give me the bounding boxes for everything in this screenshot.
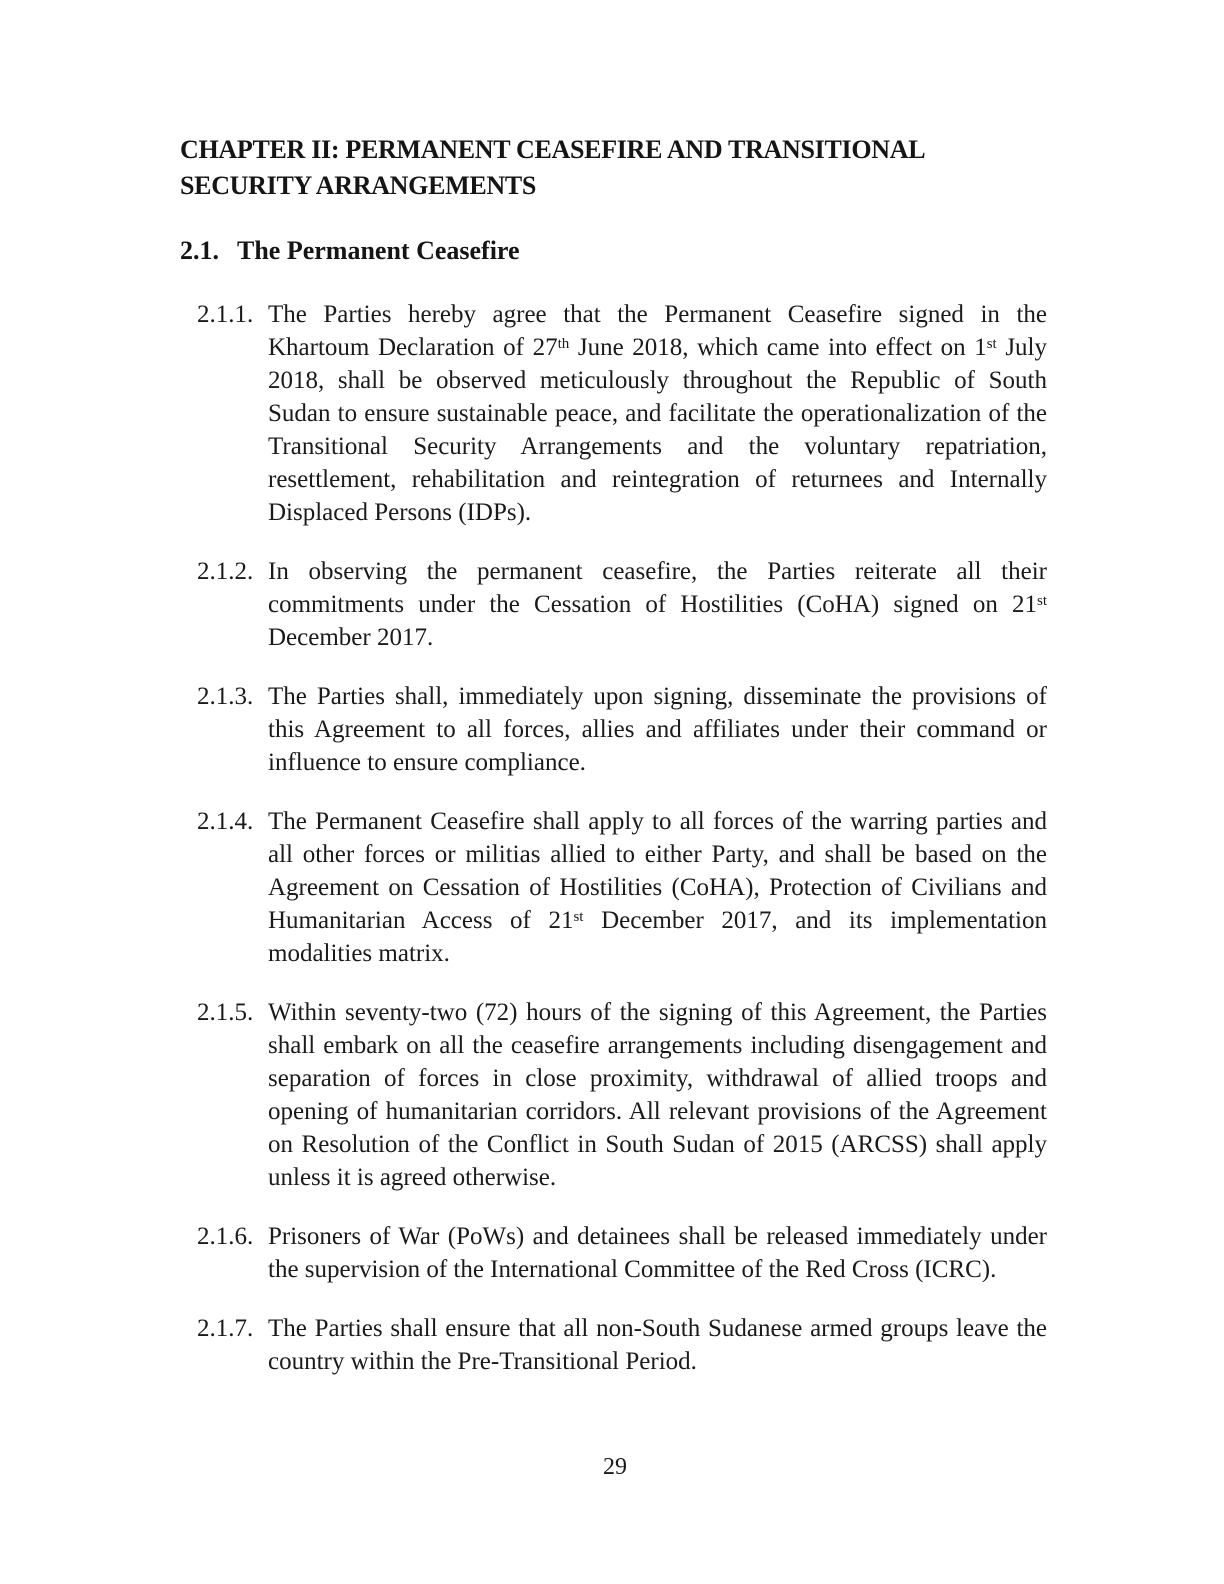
clause-text: In observing the permanent ceasefire, the Parties reiterate all their commitments under the Cessation of Hostilities (CoHA) signed on 21st December 2017. — [268, 558, 1047, 651]
clause-text: Within seventy-two (72) hours of the signing of this Agreement, the Parties shall embark on all the ceasefire arrangements including disengagement and separation of forces in close proximity, withdrawal of allied troops and opening of humanitarian corridors. All relevant provisions of the Agreement on Resolution of the Conflict in South Sudan of 2015 (ARCSS) shall apply unless it is agreed otherwise. — [268, 999, 1047, 1191]
clause-list — [180, 298, 1047, 1378]
clause-number: 2.1.4. — [197, 808, 254, 835]
section-title: The Permanent Ceasefire — [237, 236, 520, 265]
clause-number: 2.1.5. — [197, 999, 254, 1026]
clause-2-1-5 — [180, 996, 1047, 1194]
clause-number: 2.1.6. — [197, 1223, 254, 1250]
clause-2-1-4 — [180, 805, 1047, 970]
clause-2-1-1 — [180, 298, 1047, 529]
clause-number: 2.1.3. — [197, 683, 254, 710]
clause-2-1-3 — [180, 680, 1047, 779]
clause-text: The Permanent Ceasefire shall apply to all forces of the warring parties and all other forces or militias allied to either Party, and shall be based on the Agreement on Cessation of Hostilities (CoHA), Protection of Civilians and Humanitarian Access of 21st December 2017, and its implementation modalities matrix. — [268, 808, 1047, 967]
clause-number: 2.1.7. — [197, 1315, 254, 1342]
clause-2-1-7 — [180, 1312, 1047, 1378]
section-heading — [180, 234, 1047, 268]
clause-text: The Parties shall, immediately upon signing, disseminate the provisions of this Agreement to all forces, allies and affiliates under their command or influence to ensure compliance. — [268, 683, 1047, 776]
section-number: 2.1. — [180, 236, 219, 265]
clause-number: 2.1.1. — [197, 301, 254, 328]
clause-text: The Parties shall ensure that all non-South Sudanese armed groups leave the country within the Pre-Transitional Period. — [268, 1315, 1047, 1375]
chapter-title: CHAPTER II: PERMANENT CEASEFIRE AND TRANSITIONAL SECURITY ARRANGEMENTS — [180, 135, 924, 200]
clause-2-1-6 — [180, 1220, 1047, 1286]
clause-number: 2.1.2. — [197, 558, 254, 585]
clause-2-1-2 — [180, 555, 1047, 654]
page-number: 29 — [603, 1454, 627, 1480]
clause-text: The Parties hereby agree that the Permanent Ceasefire signed in the Khartoum Declaration of 27th June 2018, which came into effect on 1st July 2018, shall be observed meticulously throughout the Republic of South Sudan to ensure sustainable peace, and facilitate the operationalization of the Transitional Security Arrangements and the voluntary repatriation, resettlement, rehabilitation and reintegration of returnees and Internally Displaced Persons (IDPs). — [268, 301, 1048, 526]
clause-text: Prisoners of War (PoWs) and detainees shall be released immediately under the supervision of the International Committee of the Red Cross (ICRC). — [268, 1223, 1047, 1283]
